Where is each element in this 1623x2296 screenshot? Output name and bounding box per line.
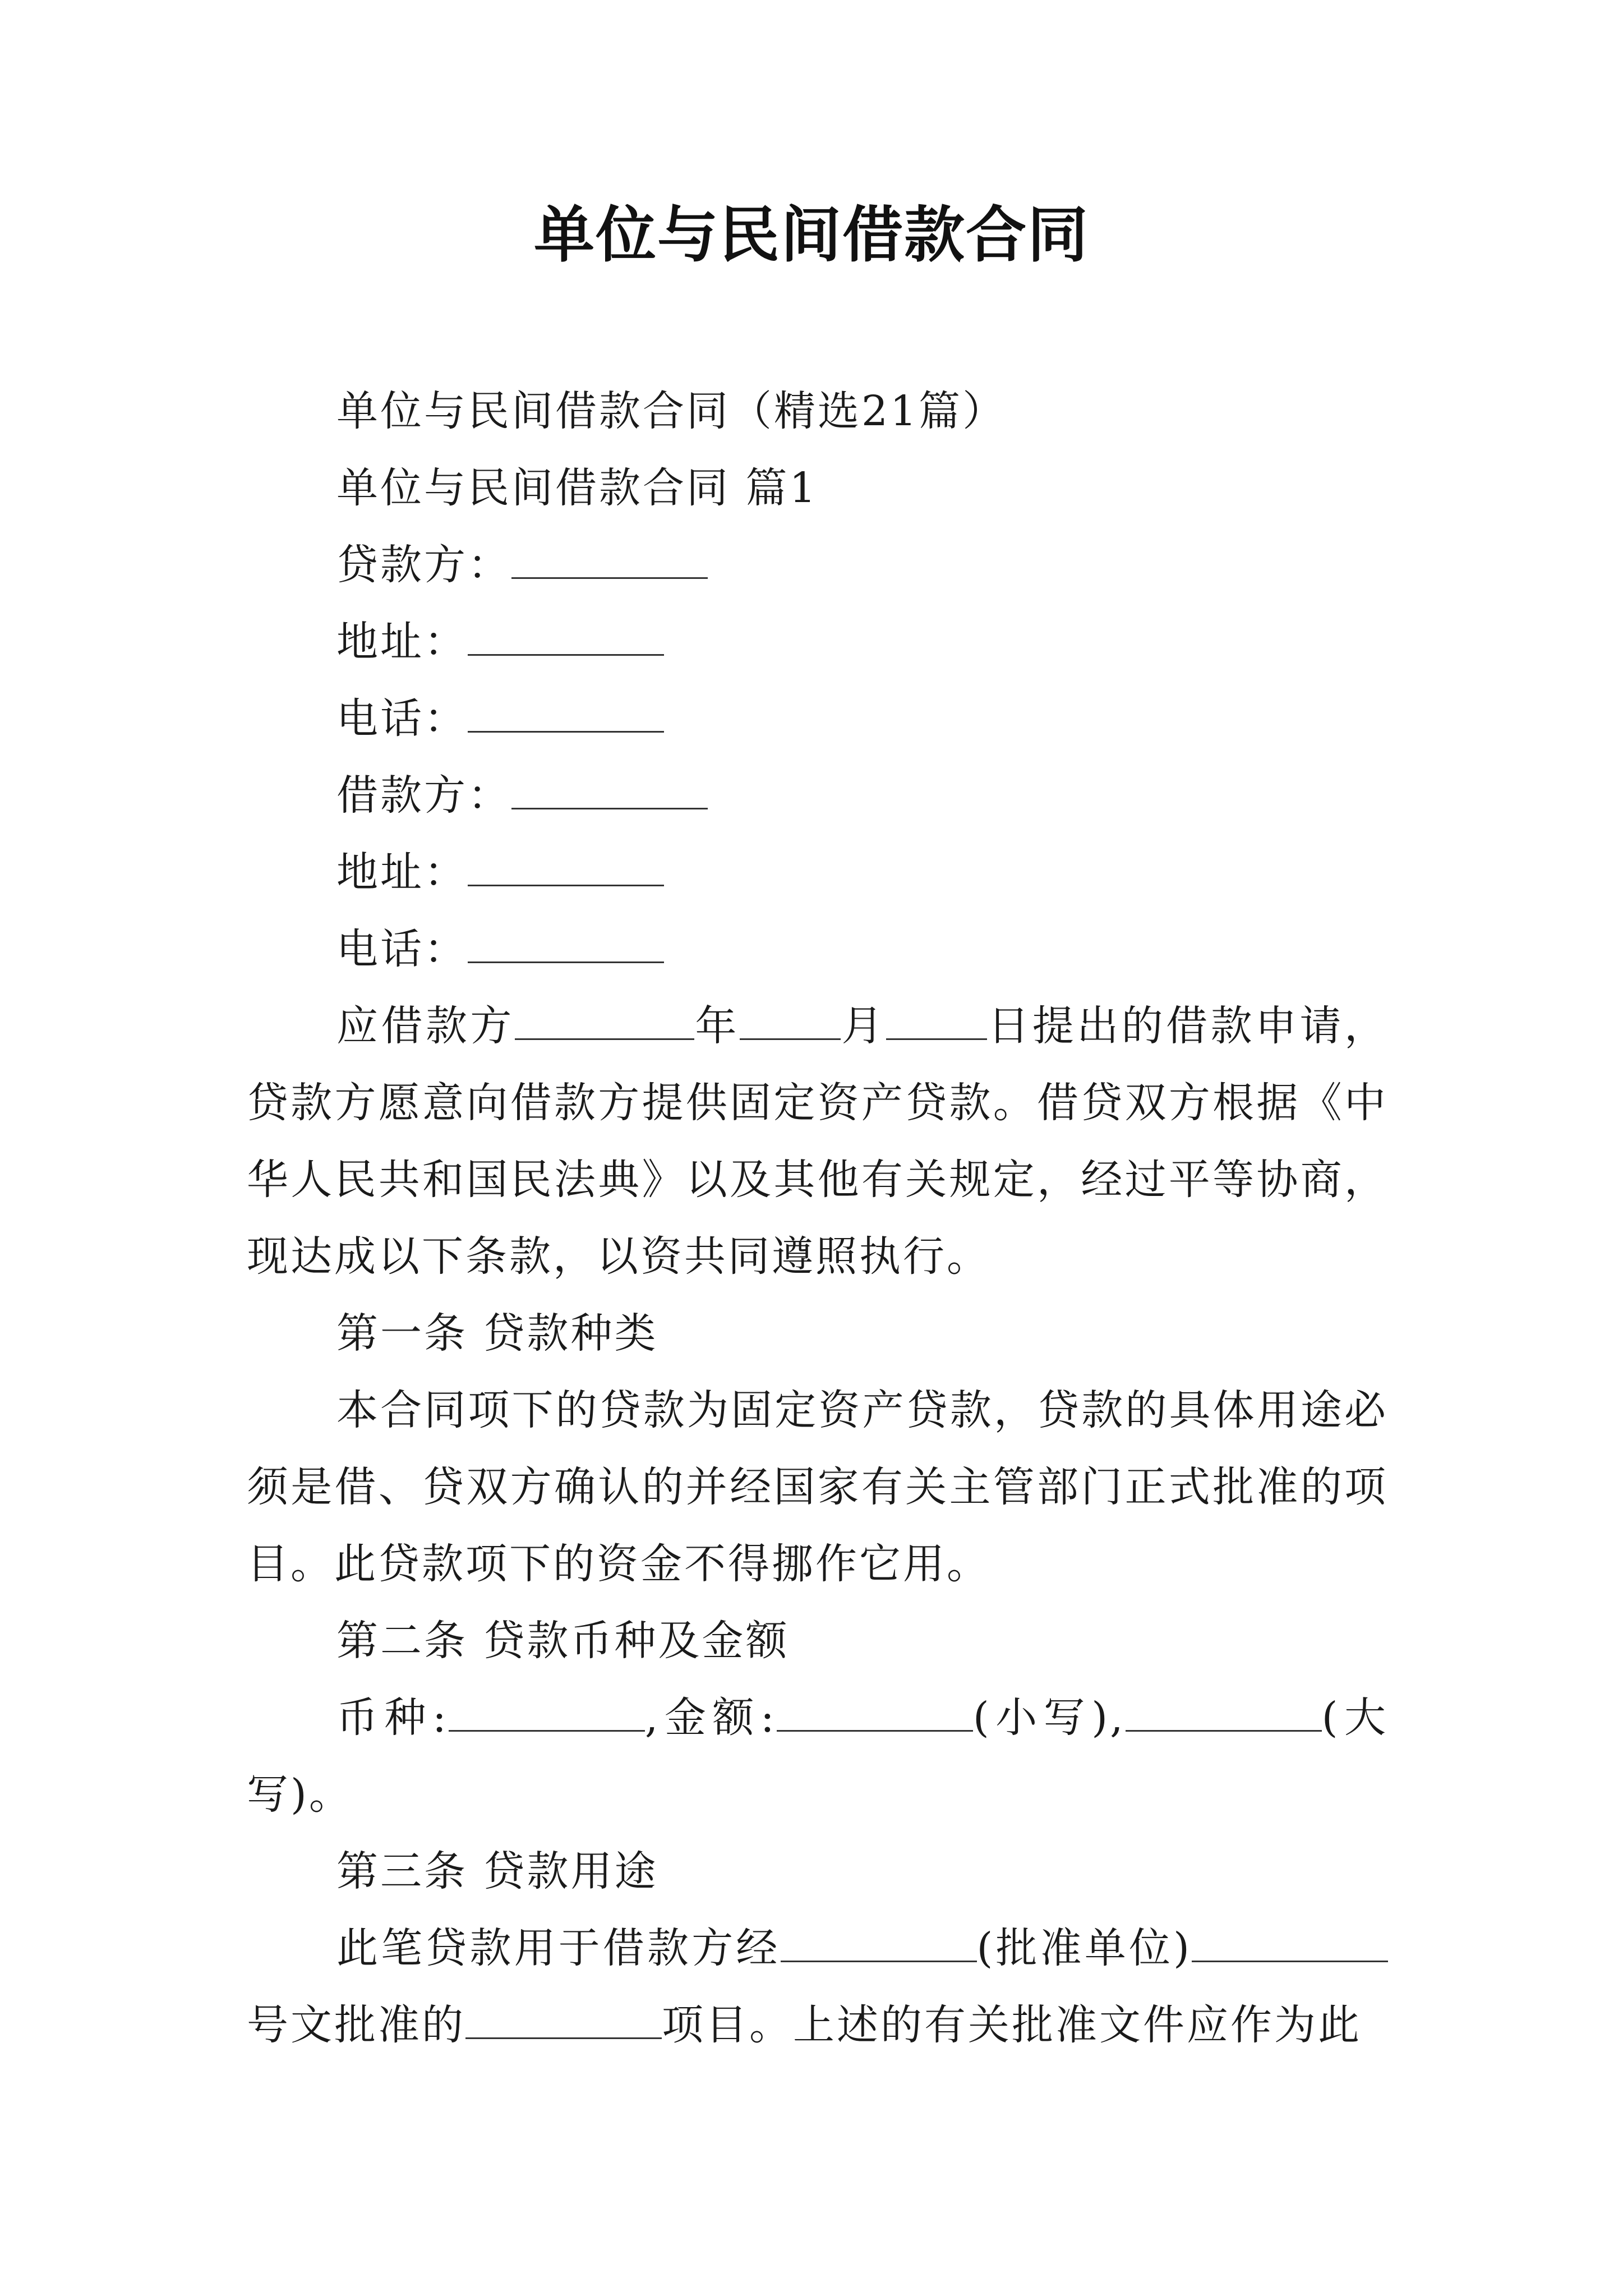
project-blank [465, 1998, 662, 2039]
borrower-phone-blank [468, 922, 664, 963]
lender-line [247, 527, 1388, 604]
amount-upper-blank [1126, 1691, 1322, 1732]
doc-number-blank [1192, 1921, 1388, 1962]
upper-label: (大写)。 [247, 1694, 1388, 1819]
article1-text: 本合同项下的贷款为固定资产贷款，贷款的具体用途必须是借、贷双方确认的并经国家有关主管部门正式批准的项目。此贷款项下的资金不得挪作它用。 [247, 1386, 1388, 1588]
lower-label: (小写), [972, 1694, 1126, 1742]
currency-label: 币种: [336, 1694, 449, 1742]
intro-year: 年 [694, 1002, 740, 1050]
document-body [247, 373, 1388, 2064]
intro-day-blank [886, 999, 987, 1040]
borrower-address-label: 地址： [336, 848, 468, 896]
lender-address-blank [468, 615, 664, 656]
lender-address-label: 地址： [336, 618, 468, 666]
borrower-label: 借款方： [336, 771, 511, 820]
amount-lower-blank [777, 1691, 973, 1732]
approval-unit-label: (批准单位) [976, 1924, 1192, 1972]
article3-text [247, 1910, 1388, 2064]
article1-heading: 第一条 贷款种类 [336, 1309, 658, 1358]
borrower-address-line [247, 834, 1388, 911]
article2-text [247, 1680, 1388, 1833]
borrower-phone-label: 电话： [336, 925, 468, 973]
amount-label: ,金额: [644, 1694, 777, 1742]
article3-part2: 项目。上述的有关批准文件应作为此 [662, 2001, 1362, 2049]
borrower-blank [511, 769, 708, 809]
doc-label: 号文批准的 [247, 2001, 465, 2049]
intro-paragraph [247, 988, 1388, 1295]
article3-part1: 此笔贷款用于借款方经 [336, 1924, 781, 1972]
intro-year-blank [515, 999, 694, 1040]
lender-blank [511, 538, 708, 579]
lender-phone-line [247, 680, 1388, 757]
borrower-phone-line [247, 911, 1388, 988]
currency-blank [449, 1691, 645, 1732]
borrower-address-blank [468, 845, 664, 886]
approval-unit-blank [781, 1921, 977, 1962]
intro-part2: 日提出的借款申请，贷款方愿意向借款方提供固定资产贷款。借贷双方根据《中华人民共和国民法典》以及其他有关规定，经过平等协商，现达成以下条款，以资共同遵照执行。 [247, 1002, 1389, 1281]
lender-label: 贷款方： [336, 541, 511, 589]
intro-month-blank [740, 999, 841, 1040]
subtitle: 单位与民间借款合同（精选21篇） [336, 387, 1007, 435]
article2-heading: 第二条 贷款币种及金额 [336, 1617, 790, 1665]
document-title: 单位与民间借款合同 [533, 200, 1089, 270]
article3-heading: 第三条 贷款用途 [336, 1847, 658, 1895]
lender-phone-blank [468, 692, 664, 733]
intro-part1: 应借款方 [336, 1002, 515, 1050]
section-heading: 单位与民间借款合同 篇1 [336, 464, 818, 512]
borrower-line [247, 757, 1388, 834]
lender-phone-label: 电话： [336, 694, 468, 743]
intro-month: 月 [840, 1002, 886, 1050]
lender-address-line [247, 604, 1388, 680]
